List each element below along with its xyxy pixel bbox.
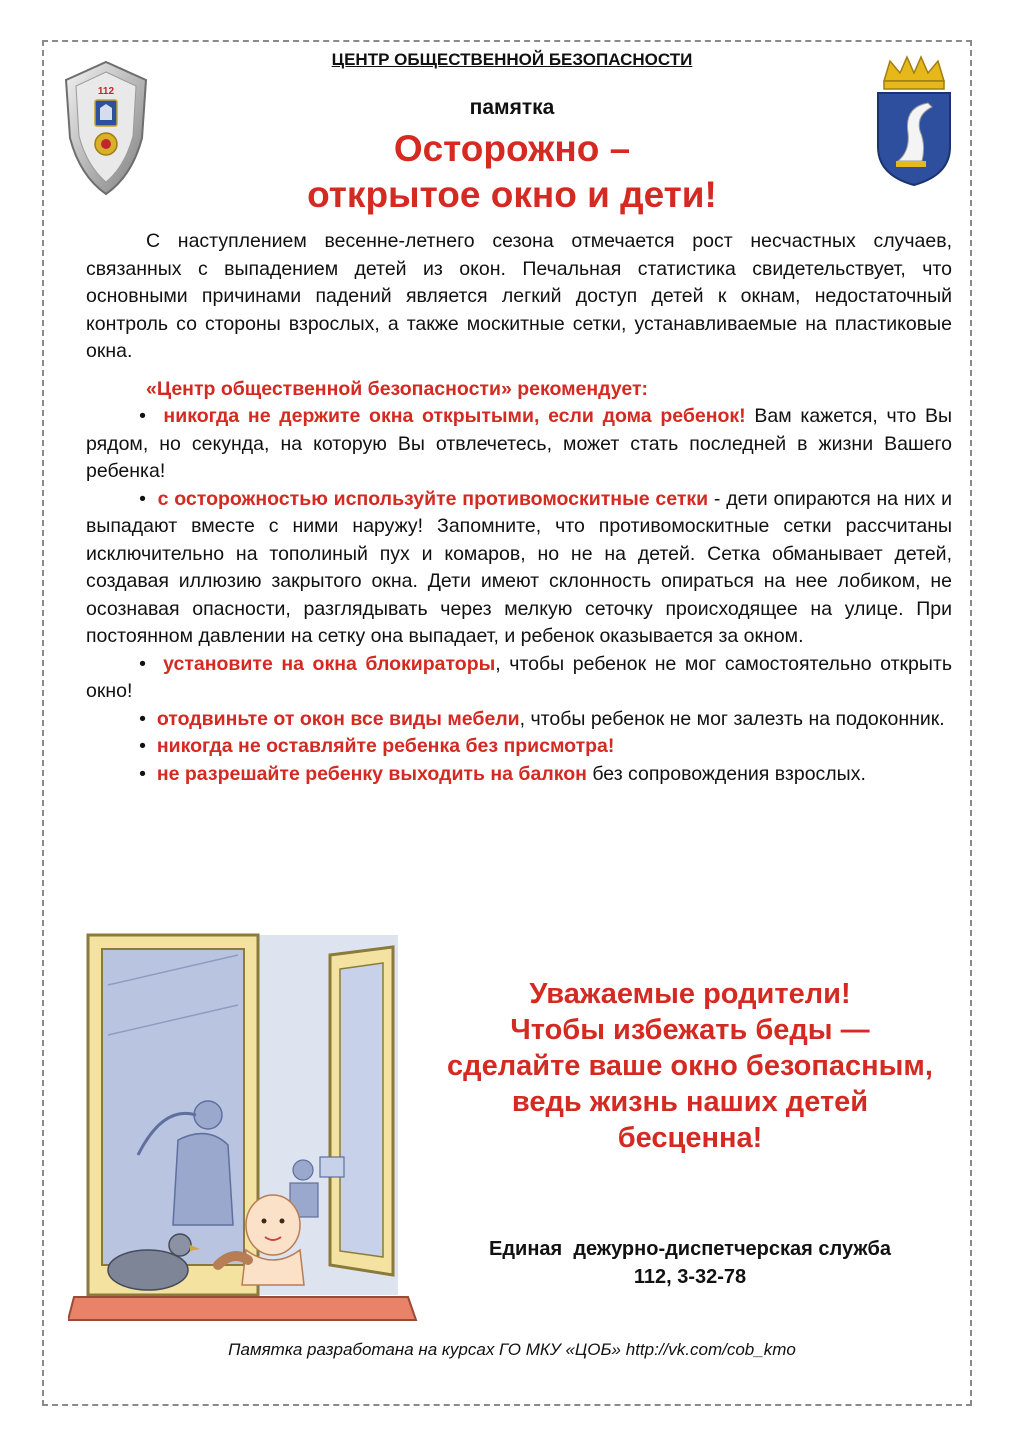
footer-note: Памятка разработана на курсах ГО МКУ «ЦОБ» http://vk.com/cob_kmo <box>228 1340 796 1359</box>
memo-label: памятка <box>469 96 555 119</box>
service-name: Единая дежурно-диспетчерская служба <box>489 1238 891 1260</box>
recommendation-bold: никогда не держите окна открытыми, если дома ребенок! <box>163 405 746 427</box>
organization-header: ЦЕНТР ОБЩЕСТВЕННОЙ БЕЗОПАСНОСТИ <box>331 50 693 69</box>
bullet: • <box>139 405 146 427</box>
recommendation-bold: не разрешайте ребенку выходить на балкон <box>156 762 587 785</box>
emblem-number: 112 <box>97 86 115 97</box>
recommendation-item <box>86 706 952 734</box>
recommendation-text: , чтобы ребенок не мог залезть на подоконник. <box>519 707 945 730</box>
recommendation-bold: с осторожностью используйте противомоскитные сетки <box>157 487 709 510</box>
recommendation-bold: установите на окна блокираторы <box>163 652 496 675</box>
appeal-line-3: сделайте ваше окно безопасным, <box>447 1050 933 1082</box>
appeal-line-4: ведь жизнь наших детей <box>511 1086 869 1118</box>
appeal-line-5: бесценна! <box>617 1122 763 1154</box>
open-window-illustration <box>68 925 423 1330</box>
recommendation-text: Вам кажется, что Вы рядом, но секунда, на которую Вы отвлечетесь, может стать последней в жизни Вашего ребенка! <box>86 405 952 482</box>
appeal-line-2: Чтобы избежать беды — <box>510 1014 870 1046</box>
title-line-1: Осторожно – <box>393 128 631 169</box>
recommendation-text: , чтобы ребенок не мог самостоятельно открыть окно! <box>86 652 953 702</box>
recommendation-text: - дети опираются на них и выпадают вместе с ними наружу! Запомните, что противомоскитные сетки рассчитаны исключительно на тополиный пух и комаров, но не на детей. Сетка обманывает детей, создавая иллюзию закрытого окна. Дети имеют склонность опираться на нее лобиком, не осознавая опасности, разглядывать через мелкую сеточку происходящее на улице. При постоянном давлении на сетку она выпадает, и ребенок оказывается за окном. <box>86 487 952 647</box>
bullet: • <box>139 487 146 510</box>
bullet: • <box>139 735 146 757</box>
bullet: • <box>139 652 146 675</box>
title-line-2: открытое окно и дети! <box>307 174 717 215</box>
bullet: • <box>139 707 146 730</box>
recommendation-bold: отодвиньте от окон все виды мебели <box>156 707 520 730</box>
bullet: • <box>139 762 146 785</box>
emergency-service-info <box>430 1235 950 1291</box>
service-phones: 112, 3-32-78 <box>633 1266 747 1288</box>
recommendation-item <box>86 486 952 651</box>
parents-appeal <box>420 976 960 1156</box>
recommendation-item <box>86 403 952 486</box>
recommendation-item <box>86 651 952 706</box>
appeal-line-1: Уважаемые родители! <box>529 978 851 1010</box>
recommendation-item <box>86 733 952 761</box>
recommendation-text: без сопровождения взрослых. <box>586 762 866 785</box>
intro-paragraph: С наступлением весенне-летнего сезона отмечается рост несчастных случаев, связанных с выпадением детей из окон. Печальная статистика свидетельствует, что основными причинами падений является легкий доступ детей к окнам, недостаточный контроль со стороны взрослых, а также москитные сетки, устанавливаемые на пластиковые окна. <box>86 230 952 362</box>
memo-body <box>86 228 952 788</box>
recommendation-item <box>86 761 952 789</box>
recommend-heading: «Центр общественной безопасности» рекомендует: <box>146 377 649 400</box>
page-title <box>0 126 1024 218</box>
recommendation-bold: никогда не оставляйте ребенка без присмотра! <box>156 735 615 757</box>
